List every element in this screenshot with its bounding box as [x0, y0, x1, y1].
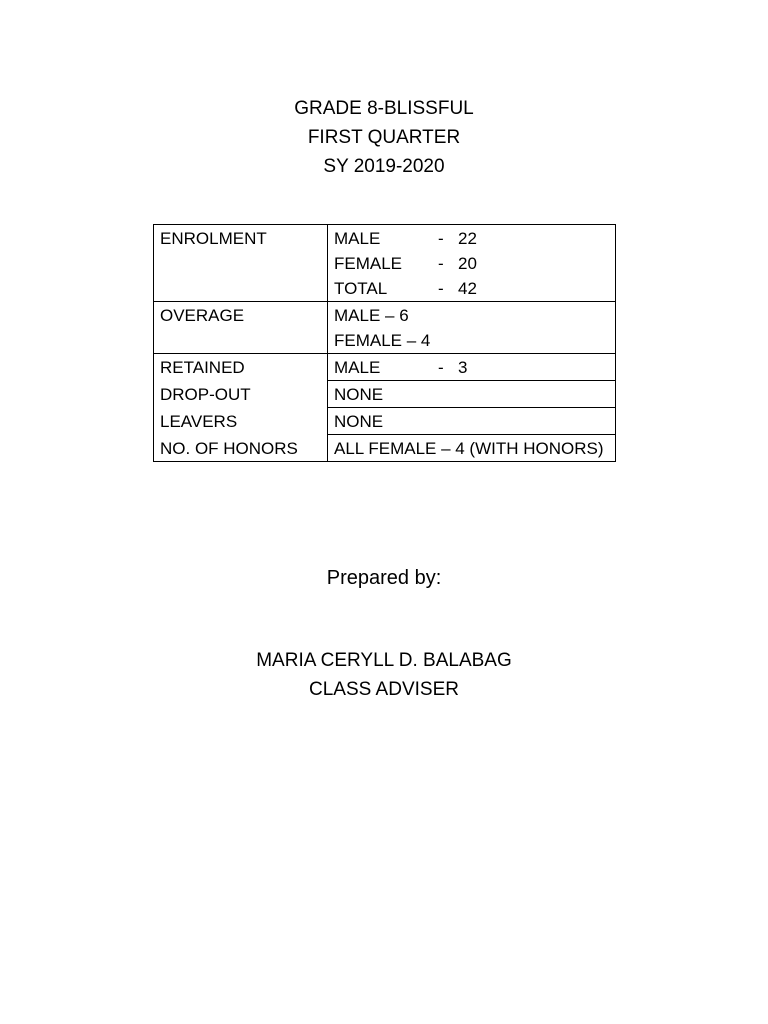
overage-female: FEMALE – 4	[334, 331, 431, 350]
enrolment-total-value: 42	[458, 279, 477, 298]
honors-label: NO. OF HONORS	[154, 435, 328, 462]
enrolment-male-line	[334, 226, 609, 251]
dropout-value: NONE	[328, 381, 616, 408]
overage-male: MALE – 6	[334, 306, 409, 325]
table-row-honors	[154, 435, 616, 462]
overage-label: OVERAGE	[154, 302, 328, 354]
prepared-by-label: Prepared by:	[326, 567, 442, 589]
retained-male-line	[334, 355, 609, 380]
enrolment-female-value: 20	[458, 254, 477, 273]
retained-label: RETAINED	[154, 354, 328, 381]
leavers-value: NONE	[328, 408, 616, 435]
enrolment-total-line	[334, 276, 609, 301]
enrolment-female-label: FEMALE	[334, 254, 403, 273]
table-row-leavers	[154, 408, 616, 435]
enrolment-total-label: TOTAL	[334, 279, 388, 298]
enrolment-label: ENROLMENT	[154, 225, 328, 302]
enrolment-female-line	[334, 251, 609, 276]
enrolment-female-dash: -	[438, 254, 444, 273]
table-row-enrolment	[154, 225, 616, 302]
enrolment-values	[328, 225, 616, 302]
signatory-block	[0, 646, 768, 704]
table-row-retained	[154, 354, 616, 381]
honors-value: ALL FEMALE – 4 (WITH HONORS)	[328, 435, 616, 462]
dropout-label: DROP-OUT	[154, 381, 328, 408]
adviser-position: CLASS ADVISER	[309, 679, 459, 700]
table-row-overage	[154, 302, 616, 354]
quarter-title: FIRST QUARTER	[307, 127, 461, 148]
leavers-label: LEAVERS	[154, 408, 328, 435]
retained-male-value: 3	[458, 358, 468, 377]
class-summary-table	[153, 224, 616, 462]
enrolment-total-dash: -	[438, 279, 444, 298]
enrolment-male-label: MALE	[334, 229, 381, 248]
adviser-name: MARIA CERYLL D. BALABAG	[256, 650, 512, 671]
class-title: GRADE 8-BLISSFUL	[294, 98, 474, 119]
document-header	[0, 94, 768, 181]
retained-male-dash: -	[438, 358, 444, 377]
retained-values	[328, 354, 616, 381]
enrolment-male-dash: -	[438, 229, 444, 248]
enrolment-male-value: 22	[458, 229, 477, 248]
retained-male-label: MALE	[334, 358, 381, 377]
school-year: SY 2019-2020	[323, 156, 445, 177]
table-row-dropout	[154, 381, 616, 408]
overage-values	[328, 302, 616, 354]
